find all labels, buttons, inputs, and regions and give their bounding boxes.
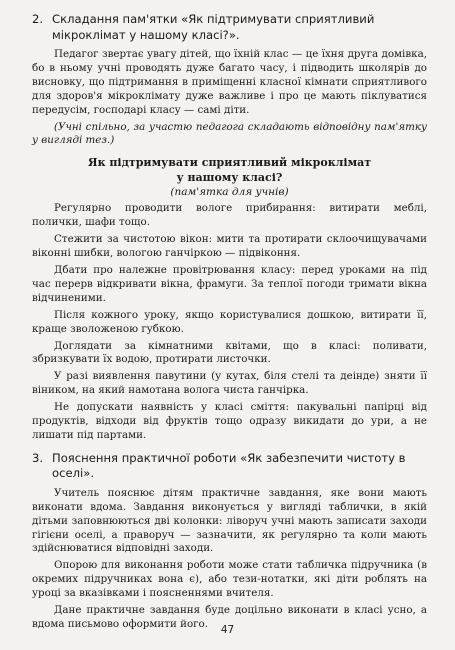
section-2-number: 2. (32, 12, 44, 26)
section-3-title: Пояснення практичної роботи «Як забезпечити чистоту в оселі». (52, 450, 406, 481)
section-3-paragraph: Опорою для виконання роботи може стати табличка підручника (в окремих підручниках вона є), або тези-нотатки, які діти роблять на уроці за вказівками і поясненнями вчителя. (32, 559, 427, 600)
section-2-title: Складання пам'ятки «Як підтримувати сприятливий мікроклімат у нашому класі?». (52, 12, 375, 42)
section-3-paragraph: Дане практичне завдання буде доцільно виконати в класі усно, а вдома письмово оформити його. (32, 604, 427, 630)
memo-title (32, 156, 427, 185)
memo-item: Після кожного уроку, якщо користувалися дошкою, витирати її, краще зволоженою губкою. (32, 308, 427, 335)
memo-subtitle: (пам'ятка для учнів) (170, 186, 289, 199)
section-2-paragraph: Педагог звертає увагу дітей, що їхній клас — це їхня друга домівка, бо в ньому учні проводять дуже багато часу, і підводить школярів до висновку, що підтримання в приміщенні класної кімнати сприятливого для здоров'я мікроклімату дуже важливе і про це мають піклуватися передусім, господарі класу — самі діти. (32, 48, 427, 116)
memo-title-line-2: у нашому класі? (176, 170, 283, 184)
page-number: 47 (220, 624, 235, 636)
section-3-number: 3. (32, 450, 44, 465)
section-3-heading (32, 451, 427, 482)
memo-title-line-1: Як підтримувати сприятливий мікроклімат (87, 156, 372, 170)
content-column (32, 12, 427, 635)
section-2-heading (32, 12, 427, 43)
memo-item: Регулярно проводити вологе прибирання: витирати меблі, полички, шафи тощо. (32, 202, 427, 229)
memo-item: Доглядати за кімнатними квітами, що в класі: поливати, збризкувати їх водою, протирати листочки. (32, 339, 427, 366)
memo-item: У разі виявлення павутини (у кутах, біля стелі та деінде) зняти її віником, на який намотана волога чиста ганчірка. (32, 370, 427, 397)
memo-item: Стежити за чистотою вікон: мити та протирати склоочищувачами віконні шибки, вологою ганчіркою — підвіконня. (32, 233, 427, 260)
section-3-paragraph: Учитель пояснює дітям практичне завдання, яке вони мають виконати вдома. Завдання виконується у вигляді таблички, в якій дітьми заповнюються дві колонки: ліворуч учні мають записати заходи гігієни оселі, а праворуч — зазначити, як регулярно та коли мають здійснюватися відповідні заходи. (32, 486, 427, 555)
memo-item: Дбати про належне провітрювання класу: перед уроками на під час перерв відкривати вікна, фрамуги. За теплої погоди тримати вікна відчиненими. (32, 263, 427, 304)
section-2-note: (Учні спільно, за участю педагога складають відповідну пам'ятку у вигляді тез.) (32, 120, 427, 147)
memo-item: Не допускати наявність у класі сміття: пакувальні папірці від продуктів, відходи від фруктів тощо одразу викидати до ури, а не лишати під партами. (32, 401, 427, 441)
